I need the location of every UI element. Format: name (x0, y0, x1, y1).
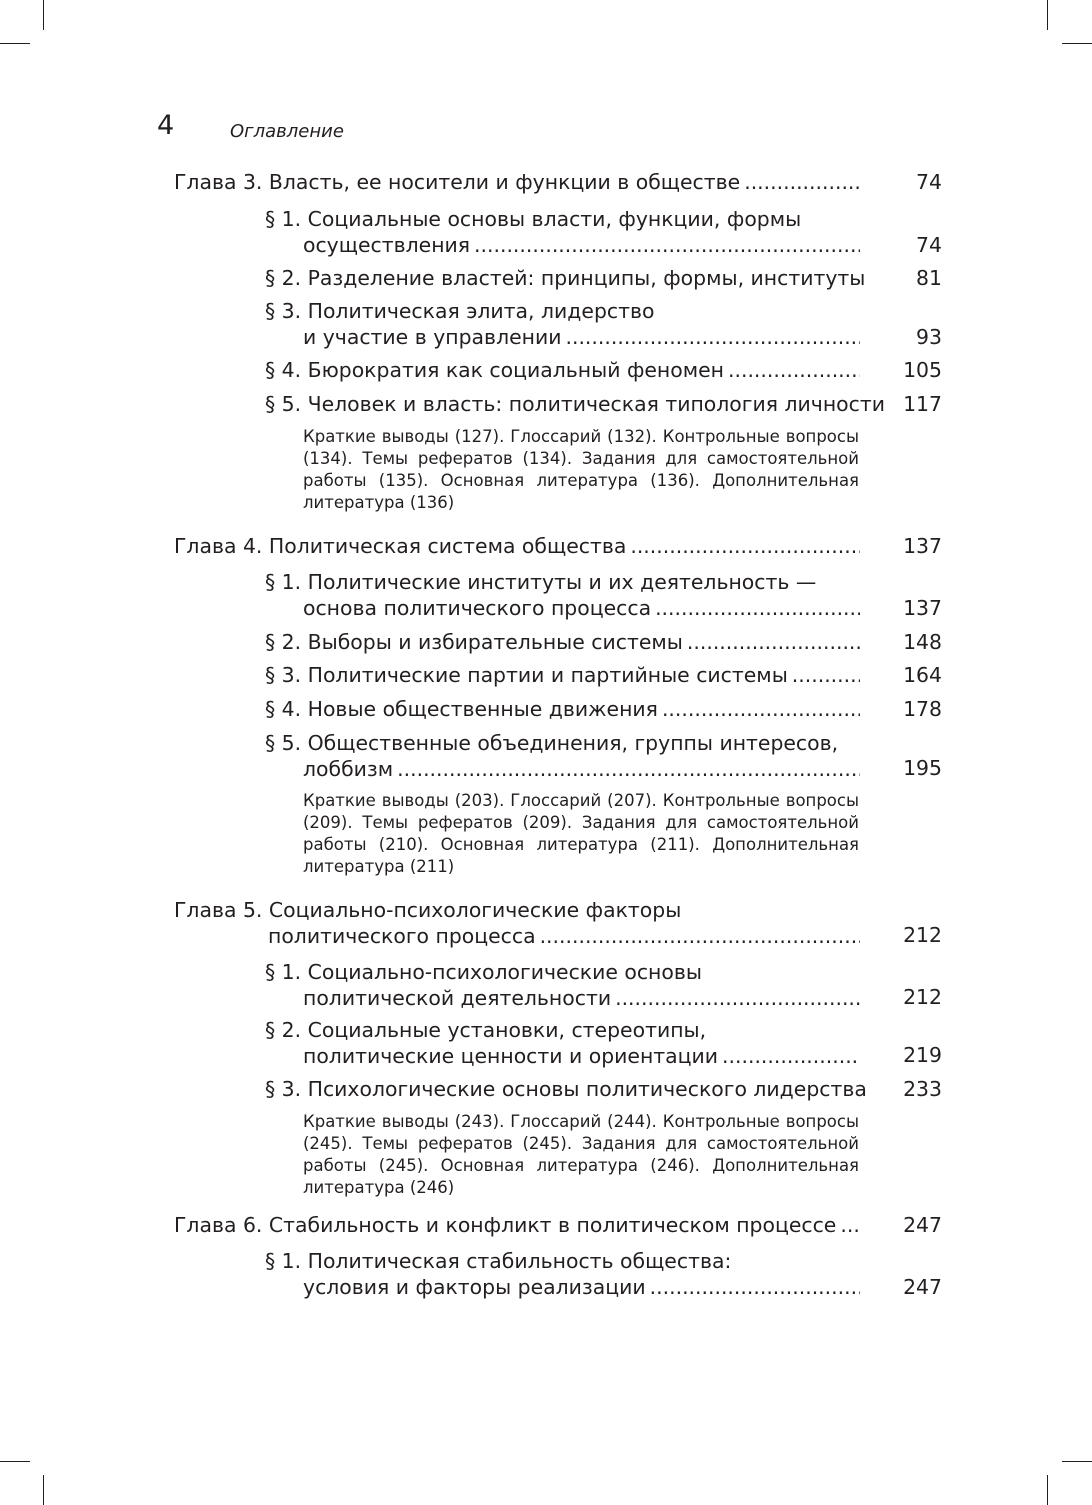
toc-chapter-6[interactable] (174, 1212, 860, 1238)
toc-page-number: 247 (903, 1275, 942, 1299)
toc-page-number: 212 (903, 985, 942, 1009)
crop-mark (43, 0, 44, 30)
toc-page-number: 247 (903, 1213, 942, 1237)
leader-dots (792, 662, 860, 688)
toc-page-number: 74 (916, 233, 942, 257)
crop-mark (1047, 1475, 1048, 1505)
toc-entry-text: § 4. Новые общественные движения (265, 697, 658, 721)
leader-dots (615, 985, 860, 1011)
toc-section[interactable] (265, 1017, 860, 1069)
toc-entry-text: и участие в управлении (303, 325, 562, 349)
toc-section[interactable] (265, 357, 860, 383)
toc-entry-text: лоббизм (303, 757, 394, 781)
crop-mark (1062, 1461, 1092, 1462)
leader-dots (687, 629, 860, 655)
toc-page-number: 164 (903, 663, 942, 687)
toc-entry-text: § 5. Человек и власть: политическая типология личности (265, 392, 885, 416)
toc-section[interactable] (265, 1248, 860, 1300)
toc-page-number: 117 (903, 392, 942, 416)
toc-page-number: 137 (903, 596, 942, 620)
toc-entry-text: политической деятельности (303, 986, 612, 1010)
toc-page-number: 105 (903, 358, 942, 382)
toc-page-number: 178 (903, 697, 942, 721)
toc-section[interactable] (265, 629, 860, 655)
toc-section[interactable] (265, 696, 860, 722)
toc-entry-text: § 3. Политическая элита, лидерство (265, 299, 655, 323)
leader-dots (722, 1043, 860, 1069)
toc-entry-text: политические ценности и ориентации (303, 1044, 719, 1068)
toc-entry-text: Глава 4. Политическая система общества (174, 534, 627, 558)
toc-entry-text: § 4. Бюрократия как социальный феномен (265, 358, 724, 382)
running-title: Оглавление (230, 121, 344, 142)
leader-dots (397, 756, 860, 782)
toc-entry-text: Глава 5. Социально-психологические факторы (174, 898, 682, 922)
leader-dots (744, 169, 860, 195)
toc-page-number: 148 (903, 630, 942, 654)
toc-page-number: 233 (903, 1077, 942, 1101)
crop-mark (0, 43, 30, 44)
toc-chapter-4[interactable] (174, 533, 860, 559)
toc-entry-text: § 1. Социально-психологические основы (265, 960, 702, 984)
toc-section[interactable] (265, 662, 860, 688)
toc-entry-text: § 5. Общественные объединения, группы интересов, (265, 731, 839, 755)
toc-entry-text: Глава 6. Стабильность и конфликт в политическом процессе (174, 1213, 837, 1237)
leader-dots (474, 232, 860, 258)
toc-section[interactable] (265, 569, 860, 621)
toc-chapter-5[interactable] (174, 897, 860, 949)
chapter-summary: Краткие выводы (203). Глоссарий (207). Контрольные вопросы (209). Темы рефератов (209). Задания для самостоятельной работы (210). Основная литература (211). Дополнительная литература (211) (303, 791, 859, 876)
crop-mark (1062, 43, 1092, 44)
leader-dots (540, 923, 860, 949)
toc-entry-text: Глава 3. Власть, ее носители и функции в обществе (174, 170, 741, 194)
chapter-summary: Краткие выводы (243). Глоссарий (244). Контрольные вопросы (245). Темы рефератов (245). Задания для самостоятельной работы (245). Основная литература (246). Дополнительная литература (246) (303, 1112, 859, 1197)
leader-dots (655, 595, 860, 621)
crop-mark (0, 1461, 30, 1462)
leader-dots (840, 1212, 860, 1238)
toc-entry-text: политического процесса (268, 924, 536, 948)
toc-chapter-3[interactable] (174, 169, 860, 195)
toc-entry-text: § 2. Разделение властей: принципы, формы, институты (265, 266, 866, 290)
toc-section[interactable] (265, 1076, 867, 1102)
toc-page-number: 81 (916, 266, 942, 290)
crop-mark (1047, 0, 1048, 30)
toc-section[interactable] (265, 206, 860, 258)
toc-entry-text: основа политического процесса (303, 596, 652, 620)
toc-section[interactable] (265, 959, 860, 1011)
toc-page-number: 137 (903, 534, 942, 558)
toc-section[interactable] (265, 730, 860, 782)
leader-dots (565, 324, 860, 350)
toc-section[interactable] (265, 298, 860, 350)
crop-mark (43, 1475, 44, 1505)
toc-section[interactable] (265, 265, 866, 291)
toc-section[interactable] (265, 391, 885, 417)
leader-dots (662, 696, 860, 722)
toc-entry-text: осуществления (303, 233, 471, 257)
leader-dots (728, 357, 860, 383)
toc-entry-text: § 1. Политическая стабильность общества: (265, 1249, 732, 1273)
toc-page-number: 219 (903, 1043, 942, 1067)
leader-dots (650, 1274, 860, 1300)
toc-page-number: 93 (916, 325, 942, 349)
page-number: 4 (157, 110, 175, 141)
toc-entry-text: § 2. Выборы и избирательные системы (265, 630, 683, 654)
leader-dots (630, 533, 860, 559)
toc-page-number: 195 (903, 756, 942, 780)
toc-page-number: 212 (903, 923, 942, 947)
toc-entry-text: § 3. Психологические основы политического лидерства (265, 1077, 867, 1101)
toc-entry-text: § 1. Социальные основы власти, функции, формы (265, 207, 802, 231)
toc-page-number: 74 (916, 170, 942, 194)
chapter-summary: Краткие выводы (127). Глоссарий (132). Контрольные вопросы (134). Темы рефератов (134). Задания для самостоятельной работы (135). Основная литература (136). Дополнительная литература (136) (303, 427, 859, 512)
toc-entry-text: § 1. Политические институты и их деятельность — (265, 570, 817, 594)
toc-entry-text: условия и факторы реализации (303, 1275, 646, 1299)
toc-entry-text: § 2. Социальные установки, стереотипы, (265, 1018, 707, 1042)
toc-entry-text: § 3. Политические партии и партийные системы (265, 663, 788, 687)
